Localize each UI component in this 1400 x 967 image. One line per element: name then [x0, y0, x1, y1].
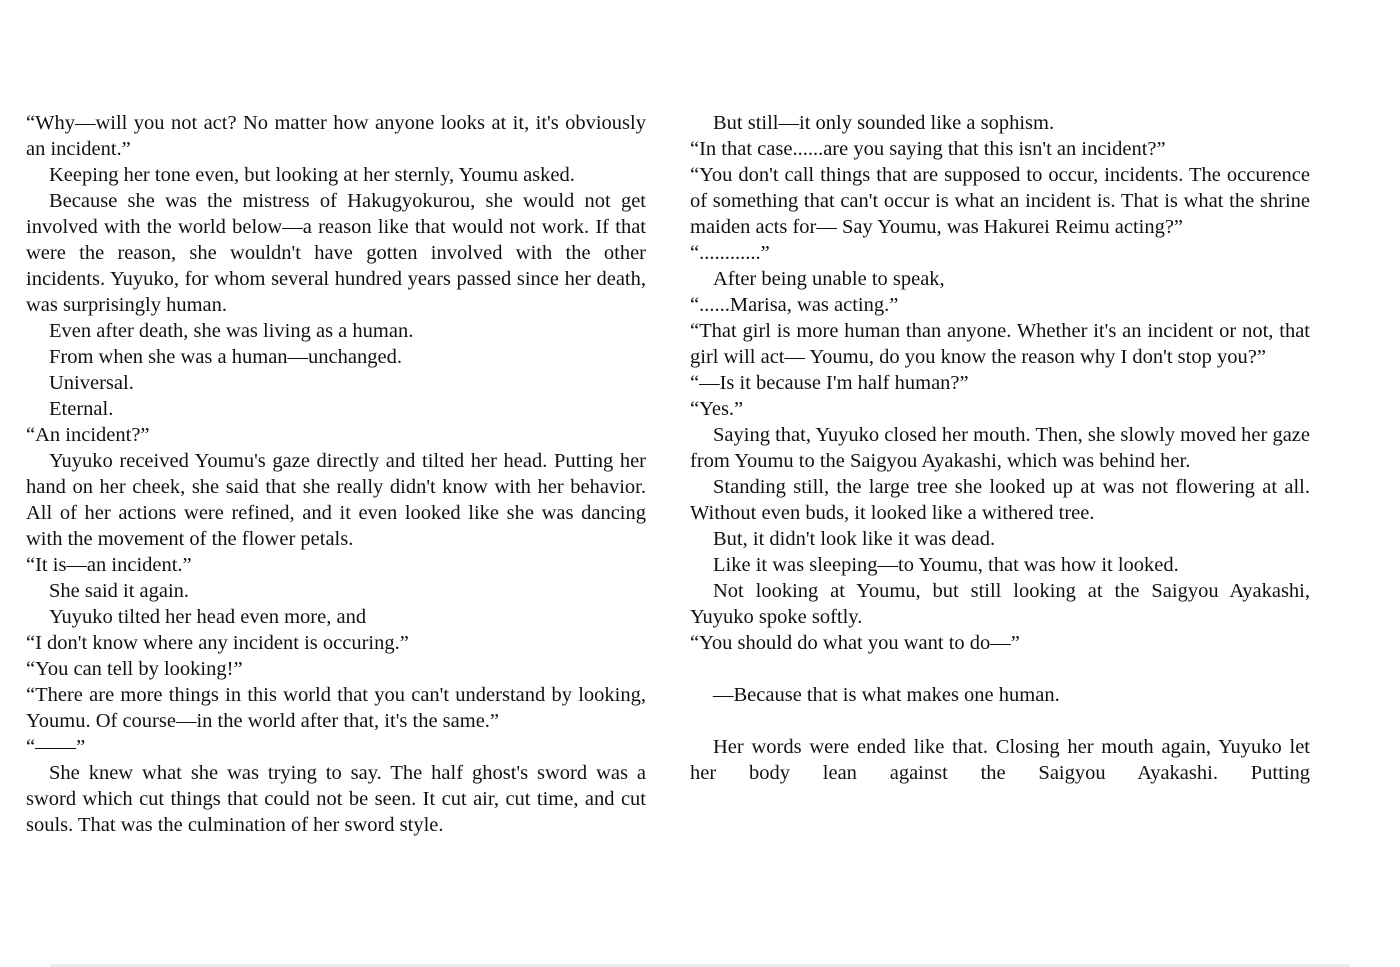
paragraph: But still—it only sounded like a sophism.	[713, 112, 1055, 134]
paragraph: “An incident?”	[26, 424, 150, 446]
paragraph: “......Marisa, was acting.”	[690, 294, 899, 316]
paragraph: Yuyuko tilted her head even more, and	[49, 606, 367, 628]
left-page	[26, 110, 652, 838]
paragraph: She said it again.	[49, 580, 190, 602]
paragraph: “In that case......are you saying that this isn't an incident?”	[690, 138, 1166, 160]
paragraph: Eternal.	[49, 398, 114, 420]
paragraph: —Because that is what makes one human.	[713, 684, 1060, 706]
paragraph: “Why—will you not act? No matter how anyone looks at it, it's obviously an incident.”	[26, 112, 652, 160]
paragraph: Not looking at Youmu, but still looking at the Saigyou Ayakashi, Yuyuko spoke softly.	[690, 580, 1315, 628]
paragraph: “There are more things in this world that you can't understand by looking, Youmu. Of course—in the world after that, it's the same.”	[26, 684, 651, 732]
paragraph: “Yes.”	[690, 398, 744, 420]
paragraph: Her words were ended like that. Closing her mouth again, Yuyuko let her body lean against the Saigyou Ayakashi. Putting	[690, 736, 1316, 784]
paragraph: “——”	[26, 736, 86, 758]
paragraph: After being unable to speak,	[713, 268, 945, 290]
paragraph: “You don't call things that are supposed to occur, incidents. The occurence of something that can't occur is what an incident is. That is what the shrine maiden acts for— Say Youmu, was Hakurei Reimu acting?”	[690, 164, 1316, 238]
paragraph: “—Is it because I'm half human?”	[690, 372, 969, 394]
paragraph: Standing still, the large tree she looked up at was not flowering at all. Without even buds, it looked like a withered tree.	[690, 476, 1315, 524]
paragraph: Like it was sleeping—to Youmu, that was how it looked.	[713, 554, 1179, 576]
paragraph: Keeping her tone even, but looking at her sternly, Youmu asked.	[49, 164, 575, 186]
right-page	[690, 110, 1316, 786]
paragraph: Saying that, Yuyuko closed her mouth. Then, she slowly moved her gaze from Youmu to the Saigyou Ayakashi, which was behind her.	[690, 424, 1316, 472]
paragraph: From when she was a human—unchanged.	[49, 346, 402, 368]
paragraph: “That girl is more human than anyone. Whether it's an incident or not, that girl will act— Youmu, do you know the reason why I don't stop you?”	[690, 320, 1316, 368]
paragraph: “You should do what you want to do—”	[690, 632, 1020, 654]
blank-line	[690, 708, 1310, 734]
paragraph: She knew what she was trying to say. The half ghost's sword was a sword which cut things that could not be seen. It cut air, cut time, and cut souls. That was the culmination of her sword style.	[26, 762, 652, 836]
paragraph: “It is—an incident.”	[26, 554, 192, 576]
paragraph: “............”	[690, 242, 770, 264]
blank-line	[690, 656, 1310, 682]
paragraph: Because she was the mistress of Hakugyokurou, she would not get involved with the world below—a reason like that would not work. If that were the reason, she wouldn't have gotten involved with the other incidents. Yuyuko, for whom several hundred years passed since her death, was surprisingly human.	[26, 190, 652, 316]
paragraph: “You can tell by looking!”	[26, 658, 243, 680]
paragraph: Even after death, she was living as a human.	[49, 320, 414, 342]
paragraph: “I don't know where any incident is occuring.”	[26, 632, 409, 654]
paragraph: But, it didn't look like it was dead.	[713, 528, 996, 550]
paragraph: Yuyuko received Youmu's gaze directly and tilted her head. Putting her hand on her cheek, she said that she really didn't know with her behavior. All of her actions were refined, and it even looked like she was dancing with the movement of the flower petals.	[26, 450, 652, 550]
paragraph: Universal.	[49, 372, 134, 394]
